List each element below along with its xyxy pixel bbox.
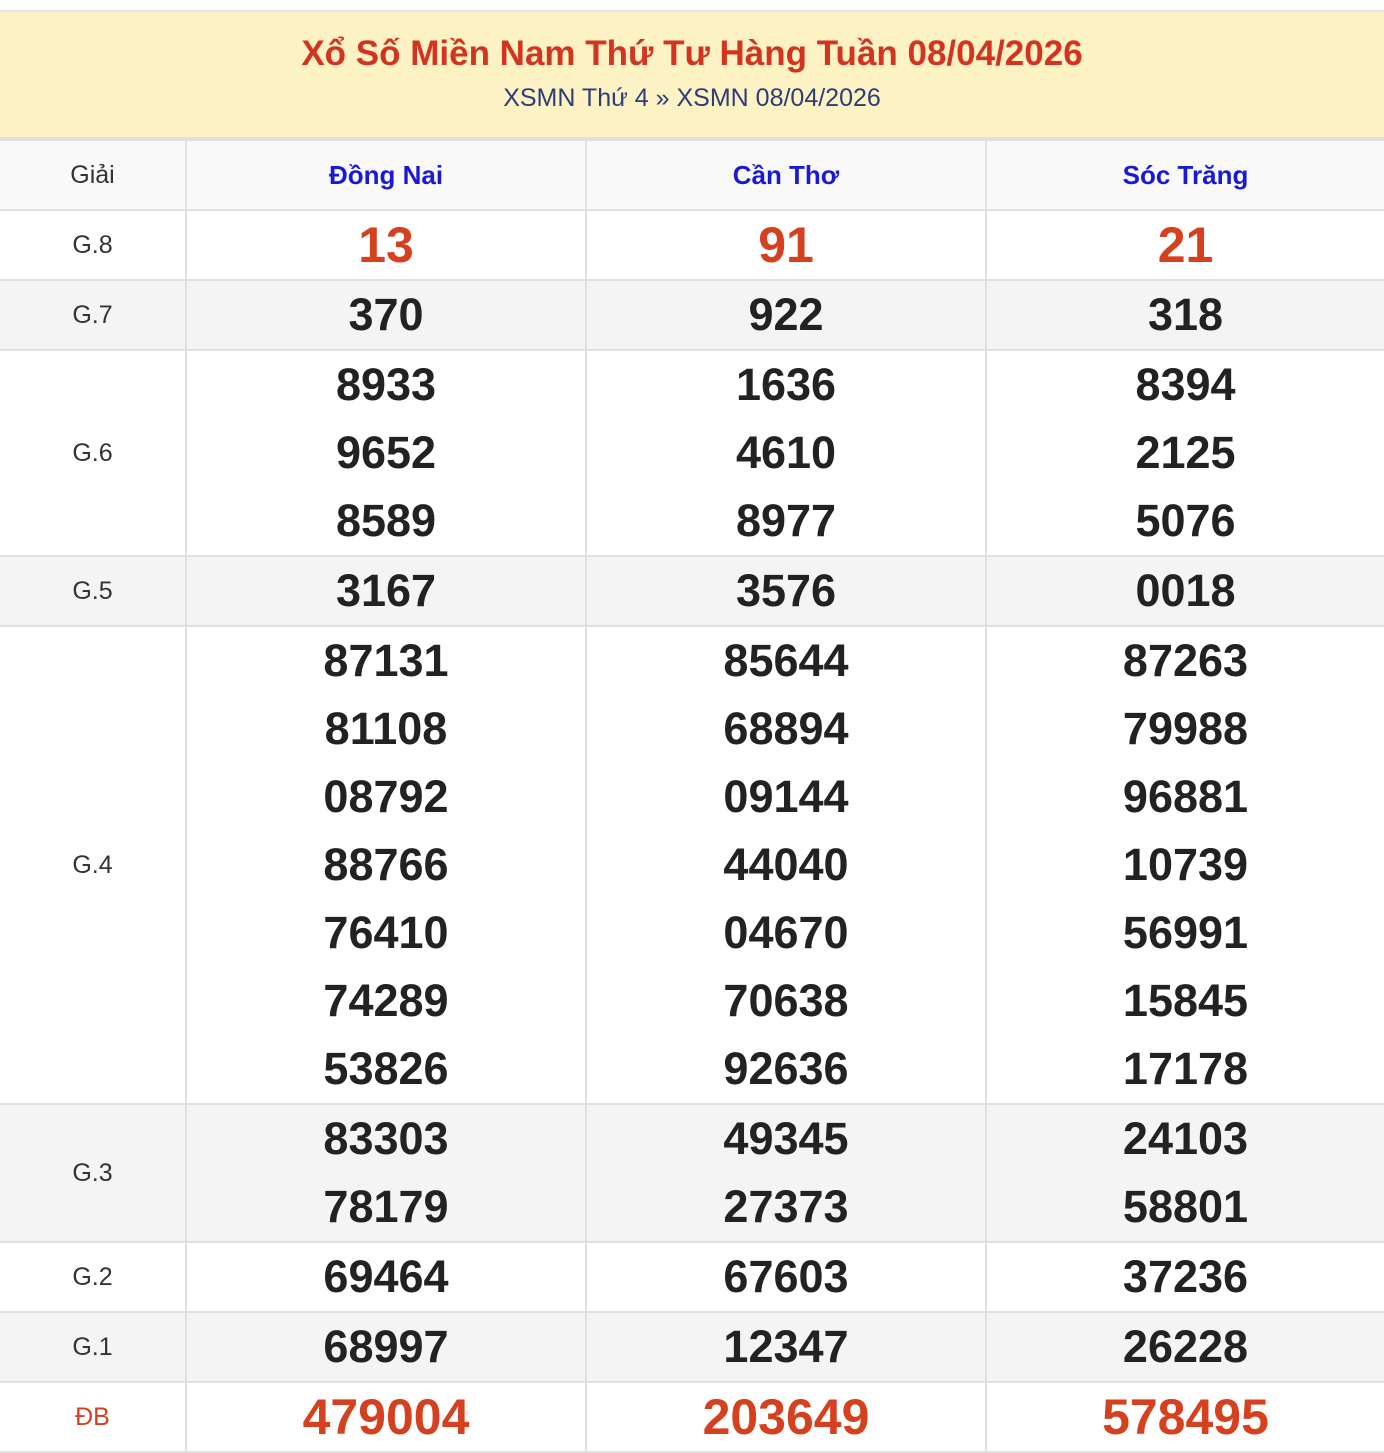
prize-cell [586,1312,986,1382]
prize-number: 53826 [323,1043,449,1094]
prize-number: 8394 [1135,359,1236,410]
province-can-tho[interactable]: Cần Thơ [586,140,986,210]
special-prize-number: 479004 [302,1389,470,1445]
prize-cell [186,1242,586,1312]
prize-number: 79988 [1122,703,1249,754]
page-title: Xổ Số Miền Nam Thứ Tư Hàng Tuần 08/04/2026 [301,34,1083,73]
prize-cell [186,350,586,556]
prize-number: 44040 [723,839,849,890]
prize-number: 4610 [735,427,837,478]
prize-number: 88766 [323,839,449,890]
prize-row [0,1104,1384,1242]
prize-label: G.6 [0,350,186,556]
prize-row [0,350,1384,556]
prize-number: 96881 [1122,771,1249,822]
prize-number: 92636 [723,1043,849,1094]
prize-number: 318 [1147,289,1224,340]
province-dong-nai[interactable]: Đồng Nai [186,140,586,210]
results-table [0,139,1384,1453]
prize-number: 58801 [1122,1181,1249,1232]
prize-number: 8589 [335,495,437,546]
prize-label: G.3 [0,1104,186,1242]
prize-label: G.2 [0,1242,186,1312]
breadcrumb-link-date[interactable]: XSMN 08/04/2026 [676,84,881,112]
prize-cell [186,210,586,280]
prize-cell [586,556,986,626]
prize-number: 56991 [1122,907,1249,958]
prize-cell [986,1382,1384,1452]
prize-cell [986,1242,1384,1312]
prize-number: 370 [348,289,424,340]
prize-number: 09144 [723,771,849,822]
prize-cell [986,210,1384,280]
prize-cell [986,350,1384,556]
prize-number: 85644 [723,635,849,686]
prize-label: G.8 [0,210,186,280]
prize-number: 78179 [323,1181,449,1232]
prize-row [0,556,1384,626]
prize-number: 3576 [735,565,837,616]
prize-number: 67603 [723,1251,849,1302]
province-soc-trang[interactable]: Sóc Trăng [986,140,1384,210]
prize-cell [586,626,986,1104]
prize-cell [186,626,586,1104]
prize-number: 49345 [723,1113,849,1164]
prize-number: 68997 [323,1321,449,1372]
prize-number: 922 [748,289,824,340]
breadcrumb [0,83,1384,113]
prize-number: 1636 [735,359,837,410]
special-prize-number: 203649 [702,1389,870,1445]
prize-number: 9652 [335,427,437,478]
prize-number: 68894 [723,703,849,754]
prize-cell [986,626,1384,1104]
prize-number: 27373 [723,1181,849,1232]
prize-cell [586,1104,986,1242]
prize-number: 8933 [335,359,437,410]
prize-label: G.1 [0,1312,186,1382]
prize-number: 12347 [723,1321,849,1372]
prize-label: ĐB [0,1382,186,1452]
prize-cell [586,350,986,556]
prize-number: 24103 [1122,1113,1249,1164]
prize-label: G.7 [0,280,186,350]
prize-number: 2125 [1135,427,1236,478]
breadcrumb-separator: » [655,84,670,112]
prize-row [0,210,1384,280]
prize-number: 26228 [1122,1321,1249,1372]
prize-cell [586,1382,986,1452]
prize-number: 87131 [323,635,449,686]
prize-number: 76410 [323,907,449,958]
table-header-row [0,140,1384,210]
prize-number: 15845 [1122,975,1249,1026]
lottery-results [0,10,1384,1453]
prize-number: 83303 [323,1113,449,1164]
prize-number: 17178 [1122,1043,1249,1094]
prize-cell [986,1104,1384,1242]
special-prize-number: 578495 [1102,1389,1269,1445]
prize-number: 5076 [1135,495,1236,546]
prize-number: 81108 [324,703,448,754]
prize-cell [986,1312,1384,1382]
prize-number: 8977 [735,495,837,546]
prize-number: 04670 [723,907,849,958]
prize-label: G.5 [0,556,186,626]
prize-cell [186,280,586,350]
prize-column-header: Giải [0,140,186,210]
prize-row [0,280,1384,350]
prize-cell [586,280,986,350]
prize-cell [186,1382,586,1452]
prize-cell [186,556,586,626]
prize-label: G.4 [0,626,186,1104]
prize-row [0,1312,1384,1382]
prize-number: 74289 [323,975,449,1026]
prize-cell [586,1242,986,1312]
breadcrumb-link-weekday[interactable]: XSMN Thứ 4 [503,84,649,112]
prize-cell [586,210,986,280]
results-banner [0,12,1384,139]
prize-number: 10739 [1122,839,1249,890]
prize-row [0,1382,1384,1452]
prize-number: 69464 [323,1251,449,1302]
prize-number: 87263 [1122,635,1249,686]
prize-number: 3167 [335,565,437,616]
prize-number: 21 [1157,217,1214,273]
prize-number: 91 [758,217,814,273]
prize-number: 70638 [723,975,849,1026]
prize-cell [186,1104,586,1242]
prize-number: 13 [358,217,414,273]
prize-cell [986,280,1384,350]
prize-row [0,1242,1384,1312]
prize-number: 0018 [1135,565,1236,616]
prize-cell [986,556,1384,626]
prize-cell [186,1312,586,1382]
prize-row [0,626,1384,1104]
prize-number: 37236 [1122,1251,1249,1302]
prize-number: 08792 [323,771,449,822]
